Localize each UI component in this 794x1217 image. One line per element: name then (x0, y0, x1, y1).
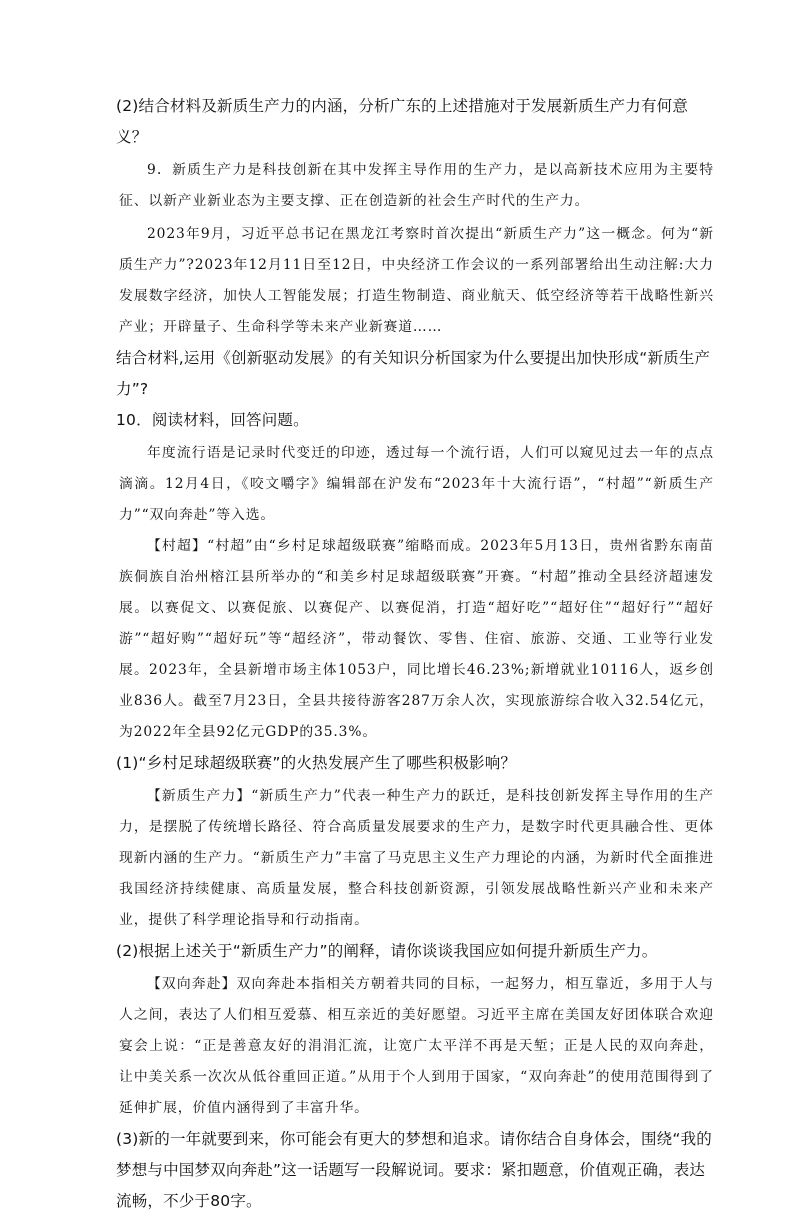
material-xinzhi-shengchanli: 【新质生产力】“新质生产力”代表一种生产力的跃迁，是科技创新发挥主导作用的生产力，是摆脱了传统增长路径、符合高质量发展要求的生产力，是数字时代更具融合性、更体现新内涵的生产力。“新质生产力”丰富了马克思主义生产力理论的内涵，为新时代全面推进我国经济持续健康、高质量发展，整合科技创新资源，引领发展战略性新兴产业和未来产业，提供了科学理论指导和行动指南。 (119, 788, 714, 928)
question-9-material: 2023年9月，习近平总书记在黑龙江考察时首次提出“新质生产力”这一概念。何为“新质生产力”?2023年12月11日至12日，中央经济工作会议的一系列部署给出生动注解:大力发展数字经济，加快人工智能发展；打造生物制造、商业航天、低空经济等若干战略性新兴产业；开辟量子、生命科学等未来产业新赛道…… (119, 226, 714, 335)
question-10-part-1: (1)“乡村足球超级联赛”的火热发展产生了哪些积极影响？ (116, 754, 517, 772)
question-10-part-3: (3)新的一年就要到来，你可能会有更大的梦想和追求。请你结合自身体会，围绕“我的梦想与中国梦双向奔赴”这一话题写一段解说词。要求：紧扣题意，价值观正确，表达流畅，不少于80字。 (116, 1130, 712, 1210)
question-10-part-2: (2)根据上述关于“新质生产力”的阐释，请你谈谈我国应如何提升新质生产力。 (116, 942, 658, 960)
question-10-title: 10．阅读材料，回答问题。 (116, 411, 309, 429)
question-9-prompt: 结合材料,运用《创新驱动发展》的有关知识分析国家为什么要提出加快形成“新质生产力”? (116, 349, 711, 398)
question-10-intro: 年度流行语是记录时代变迁的印迹，透过每一个流行语，人们可以窥见过去一年的点点滴滴。12月4日，《咬文嚼字》编辑部在沪发布“2023年十大流行语”，“村超”“新质生产力”“双向奔赴”等入选。 (119, 445, 714, 523)
question-9-intro: 9．新质生产力是科技创新在其中发挥主导作用的生产力，是以高新技术应用为主要特征、以新产业新业态为主要支撑、正在创造新的社会生产时代的生产力。 (119, 162, 714, 209)
material-shuangxiang-benfu: 【双向奔赴】双向奔赴本指相关方朝着共同的目标，一起努力，相互靠近，多用于人与人之间，表达了人们相互爱慕、相互亲近的美好愿望。习近平主席在美国友好团体联合欢迎宴会上说：“正是善意友好的涓涓汇流，让宽广太平洋不再是天堑；正是人民的双向奔赴，让中美关系一次次从低谷重回正道。”从用于个人到用于国家，“双向奔赴”的使用范围得到了延伸扩展，价值内涵得到了丰富升华。 (119, 976, 714, 1116)
material-cunchao: 【村超】“村超”由“乡村足球超级联赛”缩略而成。2023年5月13日，贵州省黔东南苗族侗族自治州榕江县所举办的“和美乡村足球超级联赛”开赛。“村超”推动全县经济超速发展。以赛促文、以赛促旅、以赛促产、以赛促消，打造“超好吃”“超好住”“超好行”“超好游”“超好购”“超好玩”等“超经济”，带动餐饮、零售、住宿、旅游、交通、工业等行业发展。2023年，全县新增市场主体1053户，同比增长46.23%;新增就业10116人，返乡创业836人。截至7月23日，全县共接待游客287万余人次，实现旅游综合收入32.54亿元，为2022年全县92亿元GDP的35.3%。 (119, 538, 714, 740)
question-8-part-2: (2)结合材料及新质生产力的内涵，分析广东的上述措施对于发展新质生产力有何意义？ (116, 97, 689, 146)
